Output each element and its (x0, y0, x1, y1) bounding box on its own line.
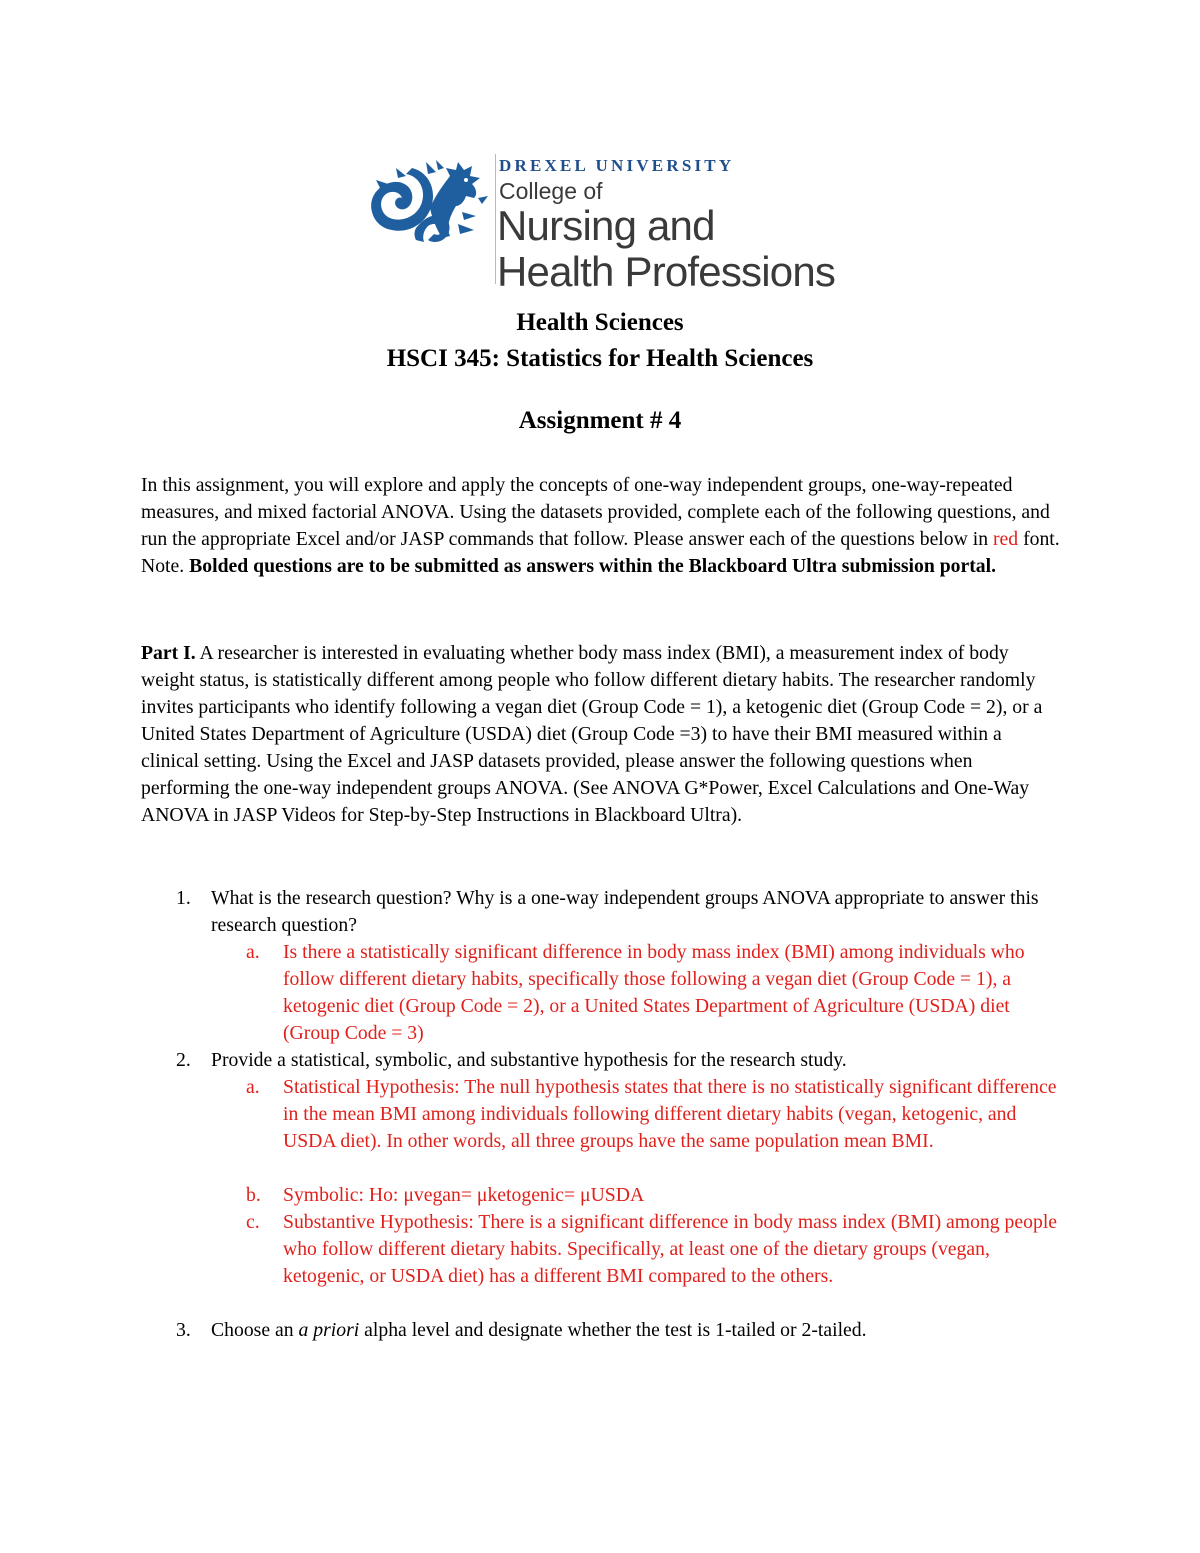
question-number: 2. (176, 1049, 191, 1071)
answer-text: Substantive Hypothesis: There is a significant difference in body mass index (BMI) among people who follow different dietary habits. Specifically, at least one of the dietary groups (vegan, ketogenic, or USDA diet) has a different BMI compared to the others. (283, 1211, 1058, 1287)
intro-red-word: red (993, 528, 1019, 550)
department-heading: Health Sciences (516, 309, 684, 336)
answer-text: Is there a statistically significant difference in body mass index (BMI) among individuals who follow different dietary habits, specifically those following a vegan diet (Group Code = 1), a ketogenic diet (Group Code = 2), or a United States Department of Agriculture (USDA) diet (Group Code = 3) (283, 941, 1025, 1044)
question-text-before: Choose an (211, 1319, 299, 1341)
course-heading: HSCI 345: Statistics for Health Sciences (386, 345, 814, 372)
question-text (211, 1317, 1056, 1344)
answer-letter: b. (246, 1184, 261, 1206)
answer-text: Symbolic: Ho: μvegan= μketogenic= μUSDA (283, 1184, 645, 1206)
intro-paragraph (141, 472, 1061, 580)
part-one-label: Part I. (141, 642, 196, 664)
logo-college-name-line2: Health Professions (497, 248, 836, 295)
dragon-icon (366, 154, 490, 250)
intro-text: In this assignment, you will explore and apply the concepts of one-way independent groups, one-way-repeated measures, and mixed factorial ANOVA. Using the datasets provided, complete each of the following questions, and run the appropriate Excel and/or JASP commands that follow. Please answer each of the questions below in (141, 474, 1050, 550)
logo-university-name: DREXEL UNIVERSITY (499, 156, 735, 175)
answer-letter: a. (246, 1076, 260, 1098)
question-number: 3. (176, 1319, 191, 1341)
answer-letter: c. (246, 1211, 260, 1233)
answer-text: Statistical Hypothesis: The null hypothesis states that there is no statistically significant difference in the mean BMI among individuals following different dietary habits (vegan, ketogenic, and USDA diet). In other words, all three groups have the same population mean BMI. (283, 1076, 1057, 1152)
intro-note-text: font. Note. (141, 528, 1060, 577)
answer-letter: a. (246, 941, 260, 963)
assignment-heading: Assignment # 4 (518, 407, 682, 434)
question-text: Provide a statistical, symbolic, and substantive hypothesis for the research study. (211, 1049, 847, 1071)
logo-college-label: College of (499, 178, 603, 204)
logo-divider (495, 154, 496, 284)
question-text-italic: a priori (298, 1319, 360, 1341)
question-number: 1. (176, 887, 191, 909)
part-one-text: A researcher is interested in evaluating whether body mass index (BMI), a measurement index of body weight status, is statistically different among people who follow different dietary habits. The researcher randomly invites participants who identify following a vegan diet (Group Code = 1), a ketogenic diet (Group Code = 2), or a United States Department of Agriculture (USDA) diet (Group Code =3) to have their BMI measured within a clinical setting. Using the Excel and JASP datasets provided, please answer the following questions when performing the one-way independent groups ANOVA. (See ANOVA G*Power, Excel Calculations and One-Way ANOVA in JASP Videos for Step-by-Step Instructions in Blackboard Ultra). (141, 642, 1043, 826)
college-logo (366, 152, 846, 294)
question-text: What is the research question? Why is a one-way independent groups ANOVA appropriate to answer this research question? (211, 887, 1039, 936)
logo-college-name-line1: Nursing and (497, 202, 715, 249)
question-text-after: alpha level and designate whether the test is 1-tailed or 2-tailed. (359, 1319, 867, 1341)
intro-bold-note: Bolded questions are to be submitted as answers within the Blackboard Ultra submission portal. (189, 555, 997, 577)
part-one-paragraph (141, 640, 1061, 829)
